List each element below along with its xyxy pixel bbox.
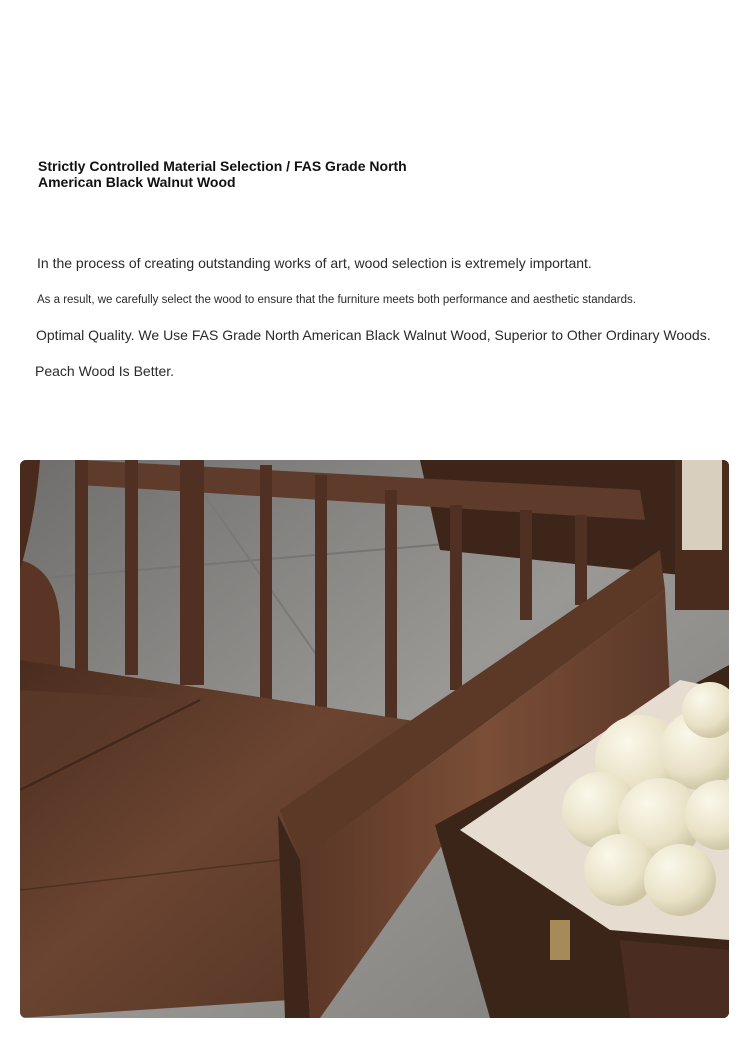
quality-paragraph: Optimal Quality. We Use FAS Grade North American Black Walnut Wood, Superior to Other Ordinary Woods. xyxy=(36,327,711,343)
selection-paragraph: As a result, we carefully select the wood to ensure that the furniture meets both performance and aesthetic standards. xyxy=(37,294,636,306)
walnut-sofa-illustration xyxy=(20,460,729,1018)
intro-paragraph: In the process of creating outstanding works of art, wood selection is extremely important. xyxy=(37,255,592,271)
section-heading: Strictly Controlled Material Selection / FAS Grade North American Black Walnut Wood xyxy=(38,158,407,190)
product-photo xyxy=(20,460,729,1018)
peach-wood-paragraph: Peach Wood Is Better. xyxy=(35,363,175,379)
